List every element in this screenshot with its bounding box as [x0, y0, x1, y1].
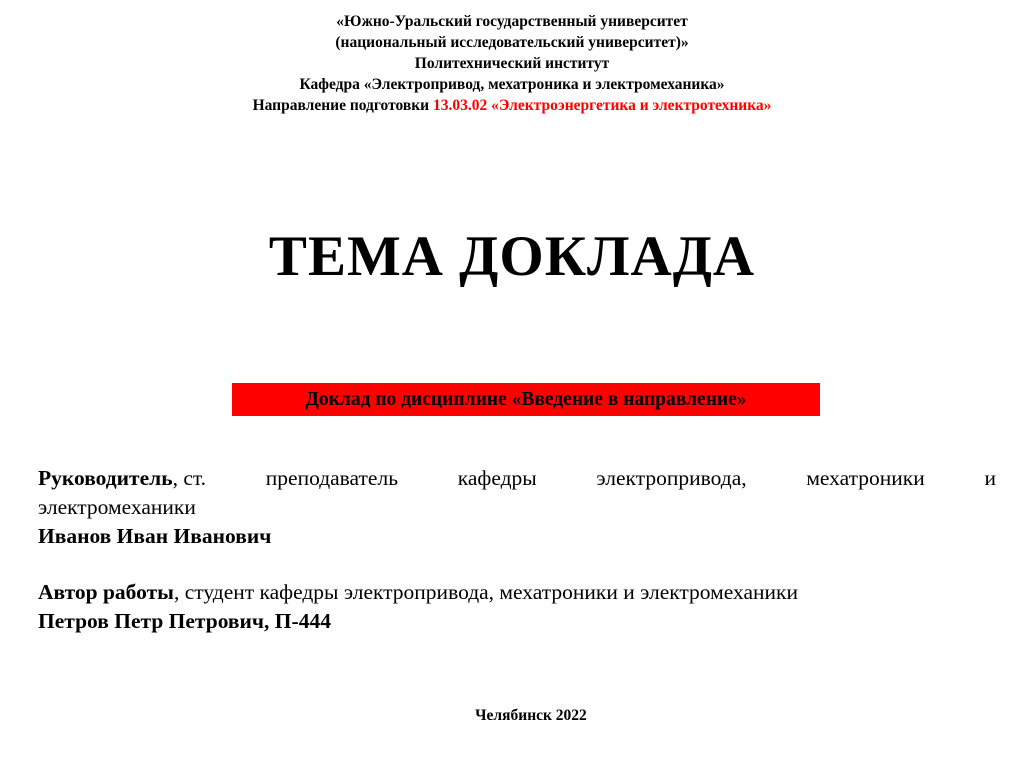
- supervisor-line-2: электромеханики: [38, 495, 196, 519]
- supervisor-word: и: [984, 466, 996, 490]
- university-status: (национальный исследовательский университет)»: [335, 34, 689, 51]
- study-direction-prefix: Направление подготовки: [252, 97, 433, 114]
- discipline-banner: Доклад по дисциплине «Введение в направление»: [232, 383, 820, 416]
- institution-header: [0, 11, 1024, 116]
- author-description: , студент кафедры электропривода, мехатроники и электромеханики: [173, 580, 798, 604]
- supervisor-line-1: [38, 464, 996, 493]
- department-name: Кафедра «Электропривод, мехатроника и электромеханика»: [299, 76, 725, 93]
- supervisor-role: Руководитель: [38, 466, 173, 490]
- supervisor-word: кафедры: [457, 466, 537, 490]
- author-block: [38, 578, 996, 636]
- supervisor-word: преподаватель: [265, 466, 399, 490]
- supervisor-word: мехатроники: [806, 466, 925, 490]
- report-title: ТЕМА ДОКЛАДА: [268, 225, 756, 288]
- supervisor-role-group: [38, 464, 206, 493]
- author-line: [38, 578, 996, 607]
- author-name: Петров Петр Петрович, П-444: [38, 609, 331, 633]
- university-name: «Южно-Уральский государственный университет: [336, 13, 688, 30]
- supervisor-word: электропривода,: [596, 466, 747, 490]
- supervisor-name: Иванов Иван Иванович: [38, 524, 272, 548]
- author-role: Автор работы: [38, 580, 174, 604]
- study-direction: [0, 95, 1024, 116]
- city-year: Челябинск 2022: [475, 707, 587, 724]
- supervisor-word: , ст.: [172, 466, 207, 490]
- study-direction-code: 13.03.02 «Электроэнергетика и электротехника»: [432, 97, 772, 114]
- supervisor-block: [38, 464, 996, 551]
- institute-name: Политехнический институт: [414, 55, 610, 72]
